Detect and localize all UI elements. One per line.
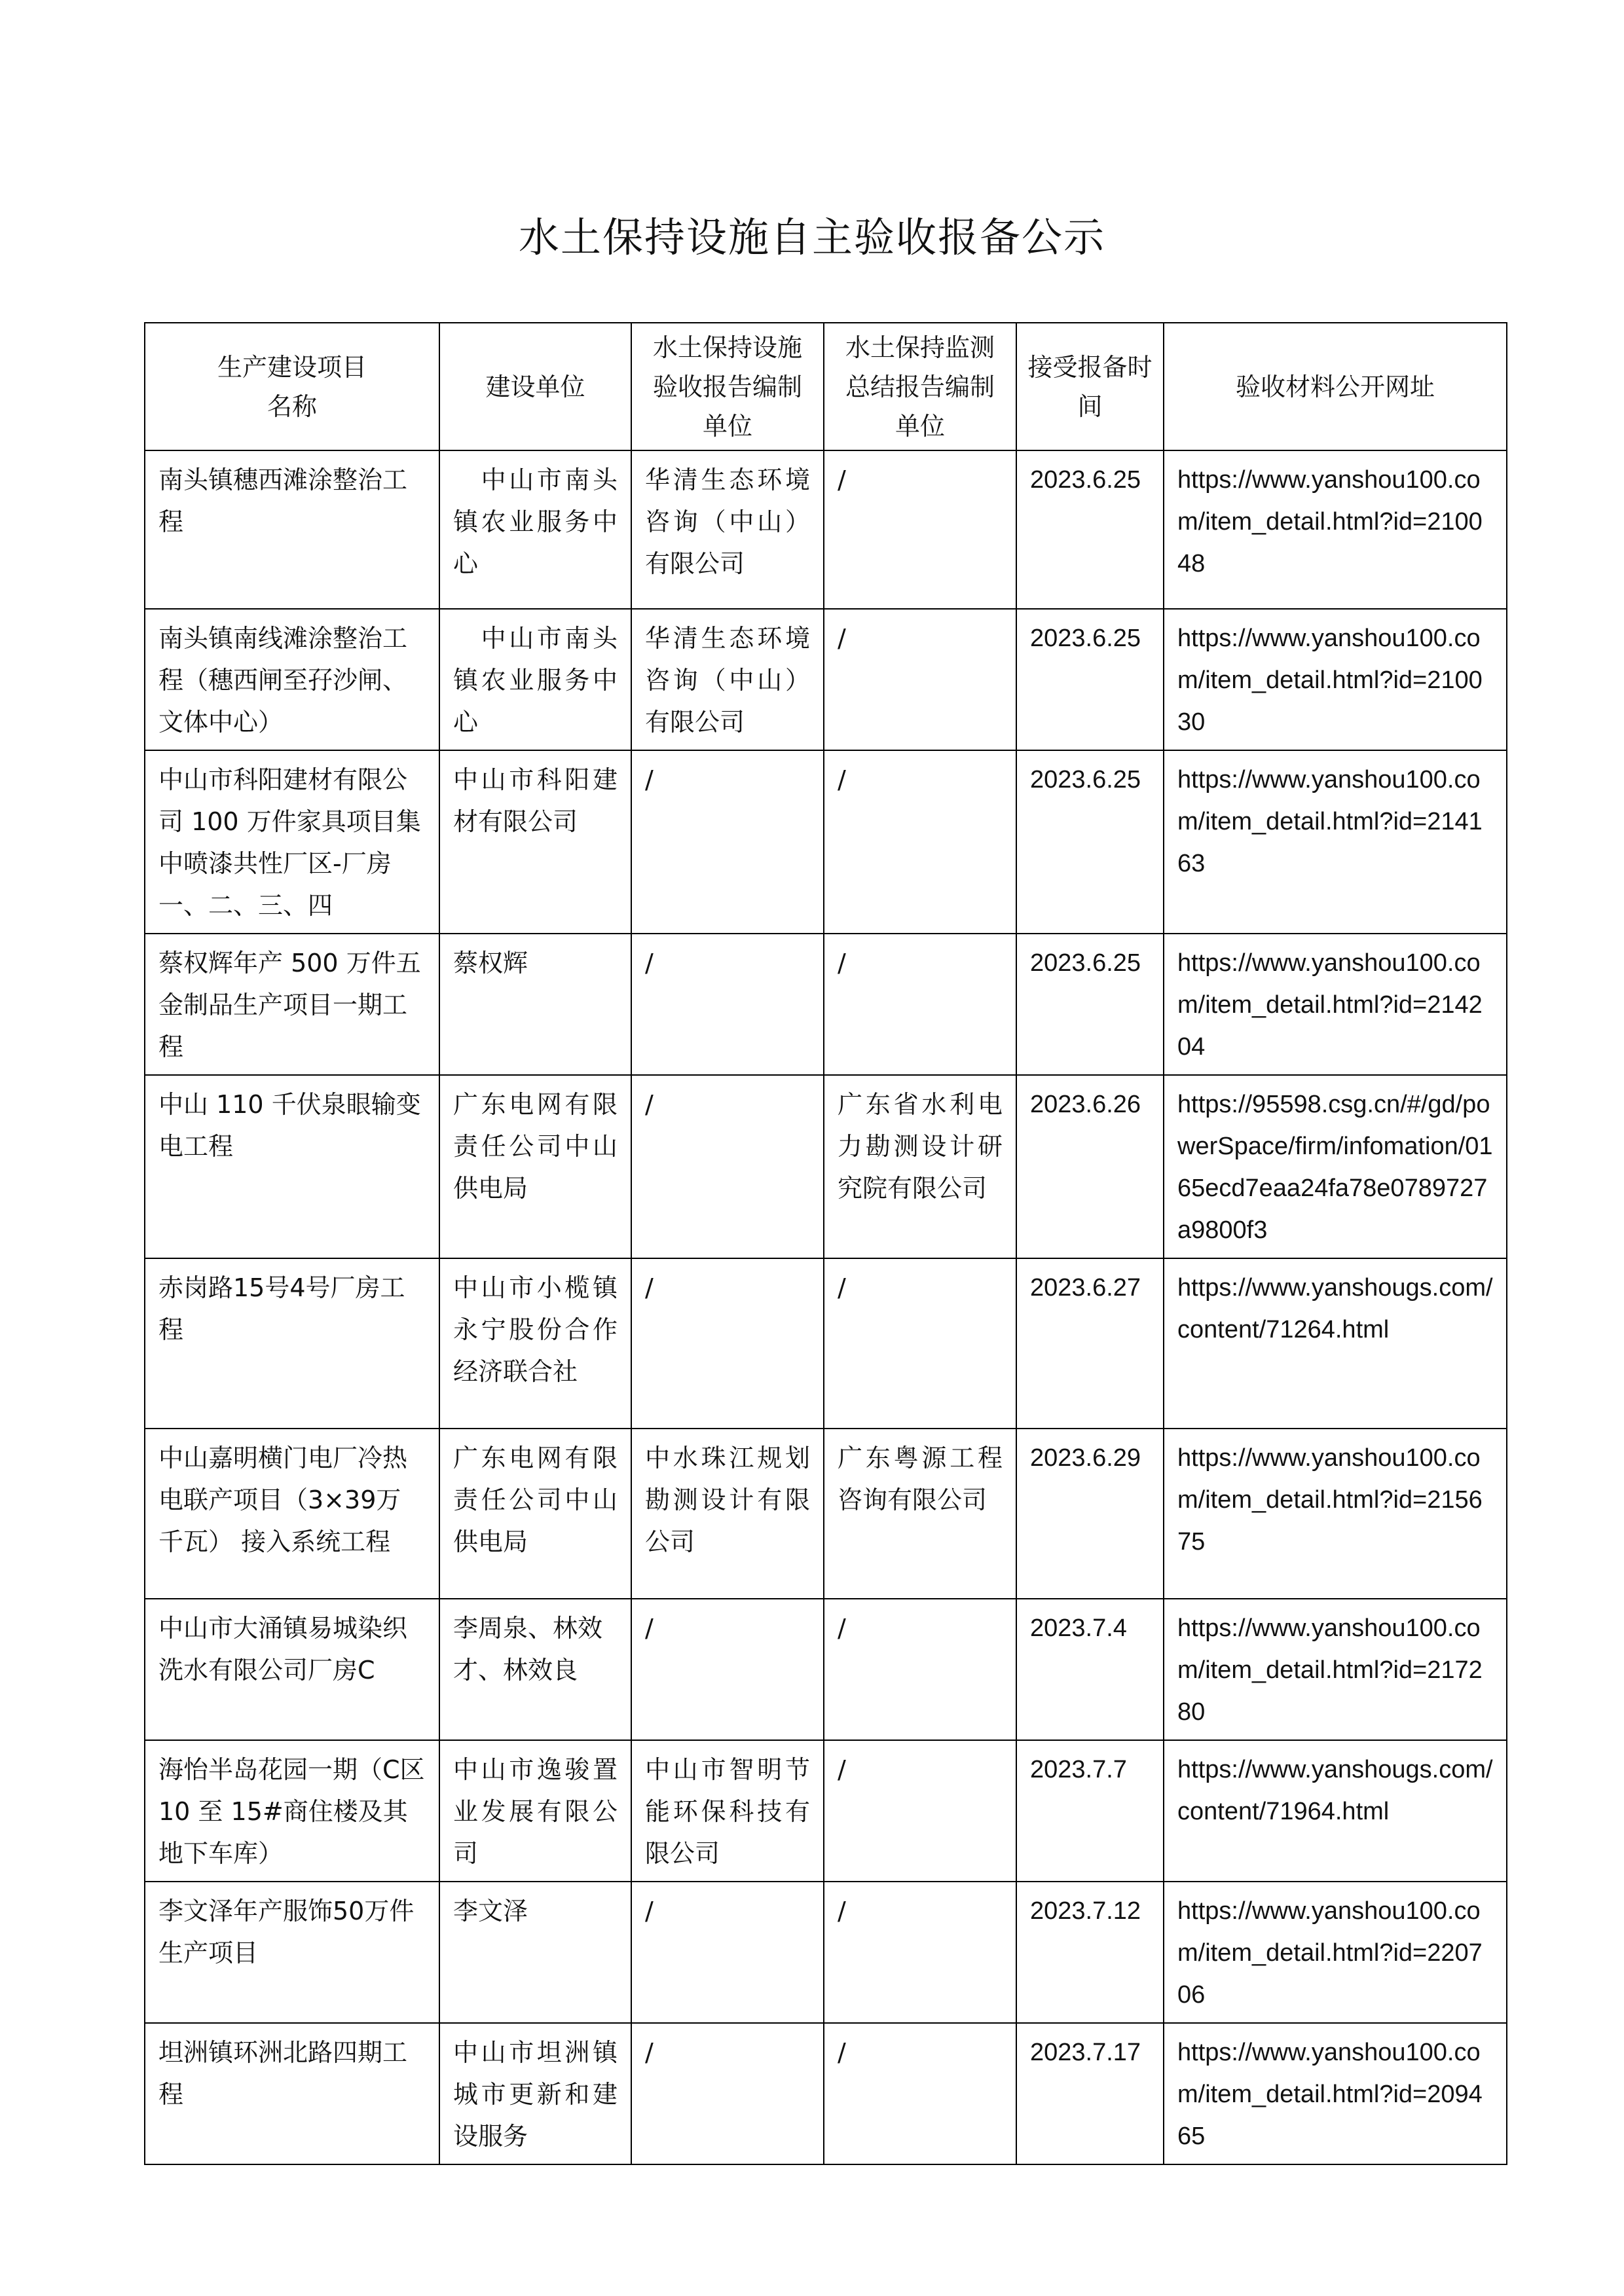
cell-report-unit: / xyxy=(631,1258,824,1429)
cell-project: 蔡权辉年产 500 万件五金制品生产项目一期工程 xyxy=(145,934,439,1075)
cell-url: https://www.yanshou100.com/item_detail.html?id=214204 xyxy=(1164,934,1507,1075)
cell-monitor-unit: / xyxy=(824,450,1016,609)
cell-url: https://www.yanshou100.com/item_detail.html?id=209465 xyxy=(1164,2023,1507,2164)
header-builder: 建设单位 xyxy=(439,323,631,450)
cell-report-unit: / xyxy=(631,1075,824,1258)
header-report-unit: 水土保持设施验收报告编制单位 xyxy=(631,323,824,450)
table-row xyxy=(145,1599,1507,1740)
table-row xyxy=(145,1740,1507,1882)
table-row xyxy=(145,934,1507,1075)
cell-report-unit: 华清生态环境咨询（中山）有限公司 xyxy=(631,450,824,609)
cell-builder: 中山市小榄镇永宁股份合作经济联合社 xyxy=(439,1258,631,1429)
cell-builder: 中山市逸骏置业发展有限公司 xyxy=(439,1740,631,1882)
header-date: 接受报备时间 xyxy=(1016,323,1164,450)
record-table xyxy=(144,322,1507,2165)
cell-date: 2023.7.7 xyxy=(1016,1740,1164,1882)
cell-project: 南头镇南线滩涂整治工程（穗西闸至孖沙闸、文体中心） xyxy=(145,609,439,750)
cell-builder: 广东电网有限责任公司中山供电局 xyxy=(439,1075,631,1258)
cell-monitor-unit: / xyxy=(824,750,1016,934)
table-row xyxy=(145,1429,1507,1599)
cell-monitor-unit: 广东省水利电力勘测设计研究院有限公司 xyxy=(824,1075,1016,1258)
cell-builder: 中山市南头镇农业服务中心 xyxy=(439,609,631,750)
cell-project: 海怡半岛花园一期（C区 10 至 15#商住楼及其地下车库） xyxy=(145,1740,439,1882)
cell-date: 2023.6.25 xyxy=(1016,609,1164,750)
cell-report-unit: 华清生态环境咨询（中山）有限公司 xyxy=(631,609,824,750)
cell-project: 李文泽年产服饰50万件生产项目 xyxy=(145,1882,439,2023)
cell-monitor-unit: / xyxy=(824,1599,1016,1740)
cell-project: 赤岗路15号4号厂房工程 xyxy=(145,1258,439,1429)
cell-monitor-unit: / xyxy=(824,934,1016,1075)
cell-monitor-unit: / xyxy=(824,1258,1016,1429)
cell-monitor-unit: / xyxy=(824,2023,1016,2164)
cell-monitor-unit: / xyxy=(824,609,1016,750)
cell-date: 2023.6.27 xyxy=(1016,1258,1164,1429)
cell-url: https://www.yanshou100.com/item_detail.html?id=215675 xyxy=(1164,1429,1507,1599)
cell-monitor-unit: / xyxy=(824,1740,1016,1882)
cell-project: 南头镇穗西滩涂整治工程 xyxy=(145,450,439,609)
cell-builder: 中山市坦洲镇城市更新和建设服务 xyxy=(439,2023,631,2164)
cell-url: https://www.yanshou100.com/item_detail.html?id=210030 xyxy=(1164,609,1507,750)
cell-date: 2023.6.25 xyxy=(1016,450,1164,609)
cell-builder: 广东电网有限责任公司中山供电局 xyxy=(439,1429,631,1599)
cell-date: 2023.7.12 xyxy=(1016,1882,1164,2023)
cell-date: 2023.6.29 xyxy=(1016,1429,1164,1599)
cell-url: https://www.yanshou100.com/item_detail.html?id=217280 xyxy=(1164,1599,1507,1740)
cell-url: https://95598.csg.cn/#/gd/powerSpace/firm/infomation/0165ecd7eaa24fa78e0789727a9800f3 xyxy=(1164,1075,1507,1258)
cell-builder: 蔡权辉 xyxy=(439,934,631,1075)
cell-project: 坦洲镇环洲北路四期工程 xyxy=(145,2023,439,2164)
header-monitor-unit: 水土保持监测总结报告编制单位 xyxy=(824,323,1016,450)
header-project-name: 生产建设项目 名称 xyxy=(145,323,439,450)
table-row xyxy=(145,450,1507,609)
cell-project: 中山市科阳建材有限公司 100 万件家具项目集中喷漆共性厂区-厂房一、二、三、四 xyxy=(145,750,439,934)
cell-builder: 李文泽 xyxy=(439,1882,631,2023)
cell-project: 中山嘉明横门电厂冷热电联产项目（3×39万千瓦） 接入系统工程 xyxy=(145,1429,439,1599)
table-header-row xyxy=(145,323,1507,450)
cell-url: https://www.yanshou100.com/item_detail.html?id=214163 xyxy=(1164,750,1507,934)
cell-builder: 中山市科阳建材有限公司 xyxy=(439,750,631,934)
cell-builder: 中山市南头镇农业服务中心 xyxy=(439,450,631,609)
table-row xyxy=(145,1258,1507,1429)
cell-date: 2023.6.26 xyxy=(1016,1075,1164,1258)
cell-url: https://www.yanshou100.com/item_detail.html?id=210048 xyxy=(1164,450,1507,609)
table-row xyxy=(145,1075,1507,1258)
header-url: 验收材料公开网址 xyxy=(1164,323,1507,450)
table-row xyxy=(145,750,1507,934)
cell-report-unit: 中水珠江规划勘测设计有限公司 xyxy=(631,1429,824,1599)
table-row xyxy=(145,2023,1507,2164)
cell-project: 中山市大涌镇易城染织洗水有限公司厂房C xyxy=(145,1599,439,1740)
cell-report-unit: / xyxy=(631,750,824,934)
cell-report-unit: / xyxy=(631,1882,824,2023)
page-title: 水土保持设施自主验收报备公示 xyxy=(518,213,1105,261)
table-row xyxy=(145,1882,1507,2023)
cell-builder: 李周泉、林效才、林效良 xyxy=(439,1599,631,1740)
table-row xyxy=(145,609,1507,750)
cell-date: 2023.6.25 xyxy=(1016,750,1164,934)
cell-url: https://www.yanshougs.com/content/71964.html xyxy=(1164,1740,1507,1882)
cell-monitor-unit: / xyxy=(824,1882,1016,2023)
cell-url: https://www.yanshougs.com/content/71264.html xyxy=(1164,1258,1507,1429)
cell-report-unit: / xyxy=(631,1599,824,1740)
cell-report-unit: 中山市智明节能环保科技有限公司 xyxy=(631,1740,824,1882)
cell-url: https://www.yanshou100.com/item_detail.html?id=220706 xyxy=(1164,1882,1507,2023)
cell-report-unit: / xyxy=(631,934,824,1075)
cell-report-unit: / xyxy=(631,2023,824,2164)
cell-date: 2023.7.4 xyxy=(1016,1599,1164,1740)
cell-date: 2023.7.17 xyxy=(1016,2023,1164,2164)
cell-project: 中山 110 千伏泉眼输变电工程 xyxy=(145,1075,439,1258)
cell-date: 2023.6.25 xyxy=(1016,934,1164,1075)
cell-monitor-unit: 广东粤源工程咨询有限公司 xyxy=(824,1429,1016,1599)
